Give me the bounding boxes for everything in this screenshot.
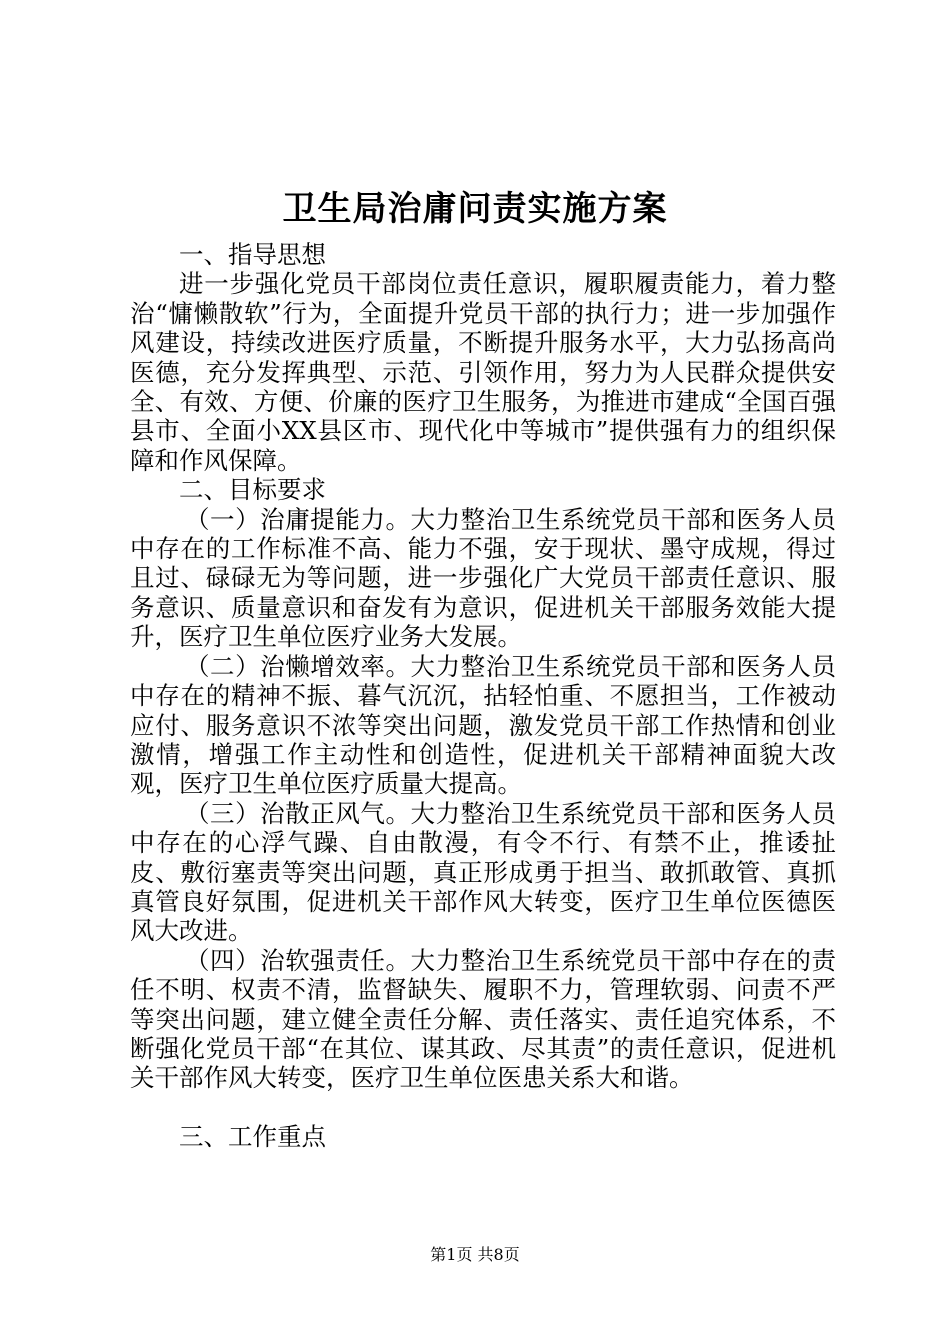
document-body: [130, 240, 836, 1151]
section-heading-goals: 二、目标要求: [179, 475, 326, 505]
document-title: 卫生局治庸问责实施方案: [282, 189, 668, 229]
section-heading-work-focus: 三、工作重点: [179, 1121, 326, 1151]
page-number-footer: 第1页 共8页: [430, 1245, 520, 1264]
paragraph-spacer: [130, 1093, 836, 1122]
goal-item: （二）治懒增效率。大力整治卫生系统党员干部和医务人员中存在的精神不振、暮气沉沉，拈轻怕重、不愿担当，工作被动应付、服务意识不浓等突出问题，激发党员干部工作热情和创业激情，增强工作主动性和创造性，促进机关干部精神面貌大改观，医疗卫生单位医疗质量大提高。: [130, 651, 836, 799]
goal-item: （三）治散正风气。大力整治卫生系统党员干部和医务人员中存在的心浮气躁、自由散漫，有令不行、有禁不止，推诿扯皮、敷衍塞责等突出问题，真正形成勇于担当、敢抓敢管、真抓真管良好氛围，促进机关干部作风大转变，医疗卫生单位医德医风大改进。: [130, 798, 836, 946]
goal-item: （四）治软强责任。大力整治卫生系统党员干部中存在的责任不明、权责不清，监督缺失、履职不力，管理软弱、问责不严等突出问题，建立健全责任分解、责任落实、责任追究体系，不断强化党员干部“在其位、谋其政、尽其责”的责任意识，促进机关干部作风大转变，医疗卫生单位医患关系大和谐。: [130, 945, 836, 1093]
section-heading-guiding-ideology: 一、指导思想: [179, 240, 326, 269]
goal-item: （一）治庸提能力。大力整治卫生系统党员干部和医务人员中存在的工作标准不高、能力不强，安于现状、墨守成规，得过且过、碌碌无为等问题，进一步强化广大党员干部责任意识、服务意识、质量意识和奋发有为意识，促进机关干部服务效能大提升，医疗卫生单位医疗业务大发展。: [130, 504, 836, 652]
paragraph-guiding-ideology: 进一步强化党员干部岗位责任意识，履职履责能力，着力整治“慵懒散软”行为，全面提升党员干部的执行力；进一步加强作风建设，持续改进医疗质量，不断提升服务水平，大力弘扬高尚医德，充分发挥典型、示范、引领作用，努力为人民群众提供安全、有效、方便、价廉的医疗卫生服务，为推进市建成“全国百强县市、全面小XX县区市、现代化中等城市”提供强有力的组织保障和作风保障。: [130, 269, 836, 475]
